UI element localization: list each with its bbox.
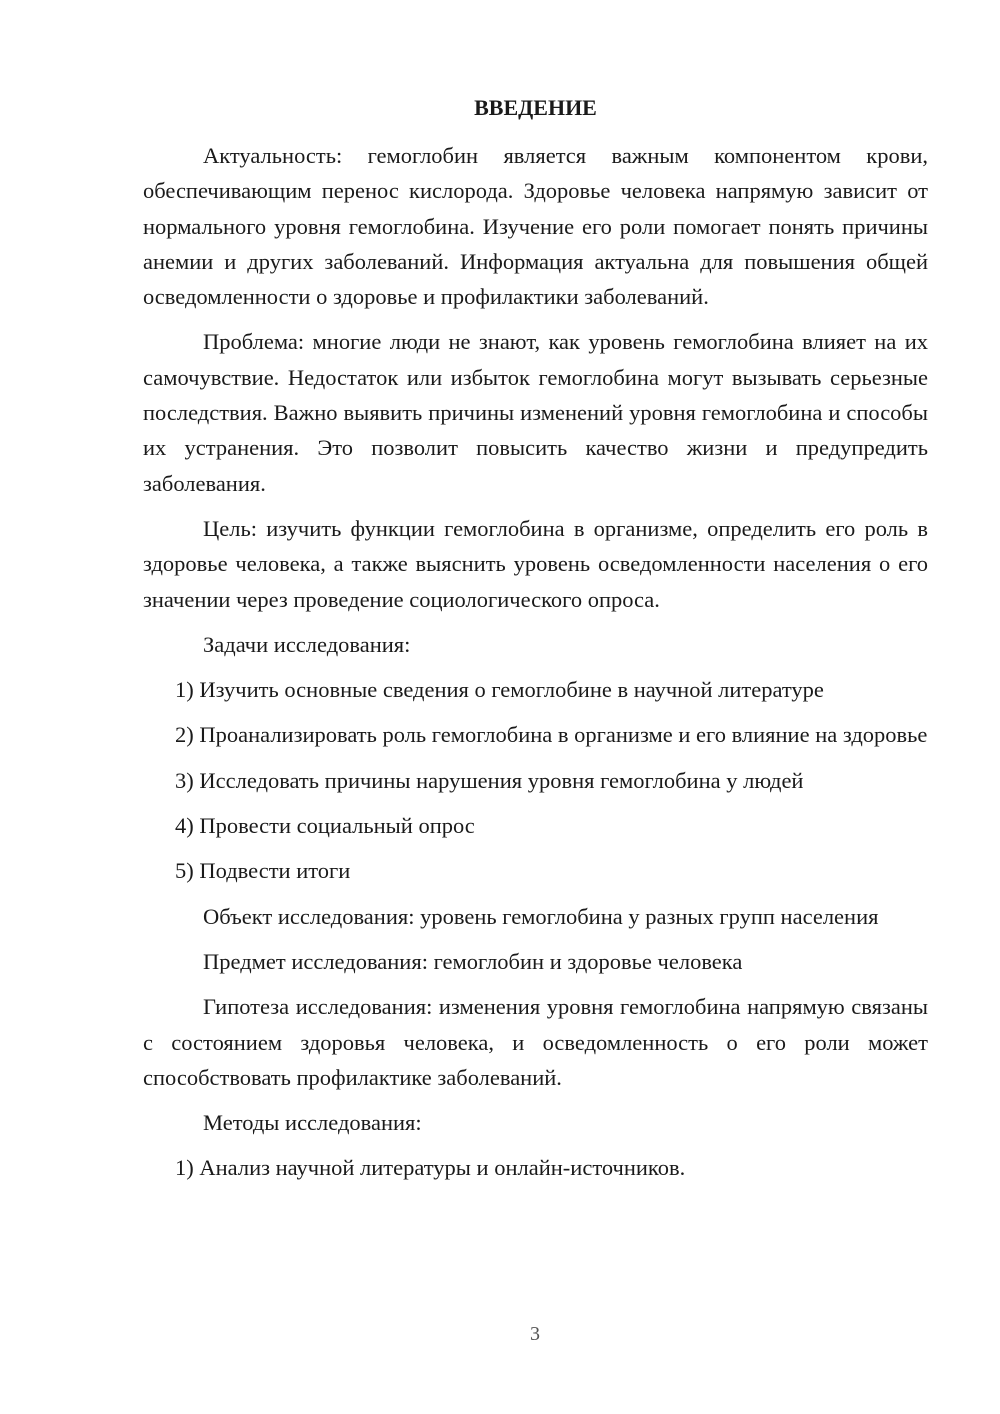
goal-paragraph: Цель: изучить функции гемоглобина в организме, определить его роль в здоровье человека, а также выяснить уровень осведомленности населения о его значении через проведение социологического опроса. — [143, 515, 928, 612]
relevance-paragraph: Актуальность: гемоглобин является важным компонентом крови, обеспечивающим перенос кислорода. Здоровье человека напрямую зависит от нормального уровня гемоглобина. Изучение его роли помогает понять причины анемии и других заболеваний. Информация актуальна для повышения общей осведомленности о здоровье и профилактики заболеваний. — [143, 143, 928, 310]
section-title: ВВЕДЕНИЕ — [474, 95, 597, 120]
hypothesis-paragraph: Гипотеза исследования: изменения уровня гемоглобина напрямую связаны с состоянием здоровья человека, и осведомленность о его роли может способствовать профилактике заболеваний. — [143, 994, 928, 1090]
task-item-2: 2) Проанализировать роль гемоглобина в организме и его влияние на здоровье — [175, 722, 928, 748]
problem-paragraph: Проблема: многие люди не знают, как уровень гемоглобина влияет на их самочувствие. Недостаток или избыток гемоглобина могут вызывать серьезные последствия. Важно выявить причины изменений уровня гемоглобина и способы их устранения. Это позволит повысить качество жизни и предупредить заболевания. — [143, 329, 928, 496]
tasks-heading: Задачи исследования: — [203, 631, 411, 657]
task-item-5: 5) Подвести итоги — [175, 858, 351, 884]
method-item-1: 1) Анализ научной литературы и онлайн-источников. — [175, 1155, 686, 1181]
task-item-4: 4) Провести социальный опрос — [175, 813, 475, 839]
task-item-1: 1) Изучить основные сведения о гемоглобине в научной литературе — [175, 677, 824, 703]
object-paragraph: Объект исследования: уровень гемоглобина у разных групп населения — [203, 903, 879, 929]
task-item-3: 3) Исследовать причины нарушения уровня гемоглобина у людей — [175, 767, 804, 793]
methods-heading: Методы исследования: — [203, 1110, 422, 1136]
subject-paragraph: Предмет исследования: гемоглобин и здоровье человека — [203, 948, 743, 974]
document-page — [143, 90, 928, 1196]
page-number: 3 — [530, 1323, 540, 1345]
